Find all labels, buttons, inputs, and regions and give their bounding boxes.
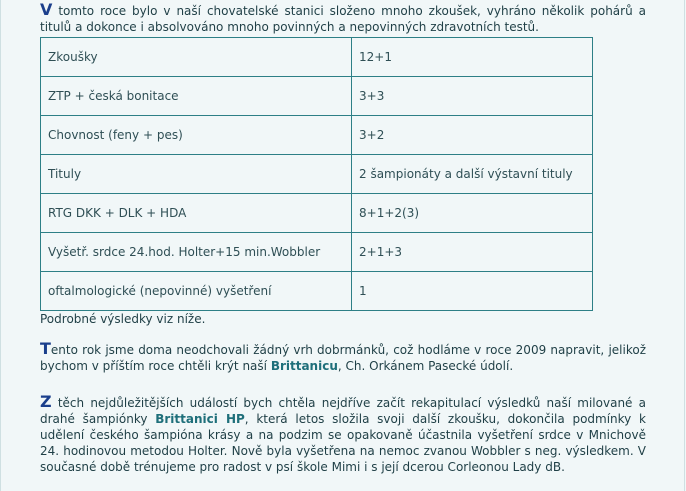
row-value: 3+3 [352, 77, 593, 116]
breeding-text-a: ento rok jsme doma neodchovali žádný vrh dobrmánků, což hodláme v roce 2009 napravit, jelikož bychom v příštím roce chtěli krýt naší [40, 343, 646, 373]
table-row [41, 155, 593, 194]
events-text-a: těch nejdůležitějších událostí bych chtěla nejdříve začít rekapitulací výsledků naší milované a drahé šampiónky [40, 396, 646, 426]
left-border [0, 0, 1, 491]
table-row [41, 194, 593, 233]
table-row [41, 233, 593, 272]
row-label: RTG DKK + DLK + HDA [41, 194, 352, 233]
events-paragraph [40, 394, 646, 475]
row-label: Vyšetř. srdce 24.hod. Holter+15 min.Wobbler [41, 233, 352, 272]
row-label: ZTP + česká bonitace [41, 77, 352, 116]
breeding-text-b: , Ch. Orkánem Pasecké údolí. [337, 359, 514, 373]
intro-paragraph [40, 2, 646, 35]
row-value: 3+2 [352, 116, 593, 155]
row-value: 1 [352, 272, 593, 311]
row-label: oftalmologické (nepovinné) vyšetření [41, 272, 352, 311]
details-note: Podrobné výsledky viz níže. [40, 312, 206, 326]
row-label: Tituly [41, 155, 352, 194]
dog-name-highlight: Brittanici HP [155, 412, 245, 426]
drop-cap: T [40, 339, 51, 358]
stats-table [40, 37, 593, 311]
events-text-b: , která letos složila svoji další zkoušku, dokončila podmínky k udělení českého šampióna krásy a na podzim se opakovaně účastnila vyšetření srdce v Mnichově 24. hodinovou metodou Holter. Nově byla vyšetřena na nemoc zvanou Wobbler s neg. výsledkem. V současné době trénujeme pro radost v psí škole Mimi i s její dcerou Corleonou Lady dB. [40, 412, 646, 474]
row-value: 2+1+3 [352, 233, 593, 272]
breeding-paragraph [40, 341, 646, 374]
row-label: Zkoušky [41, 38, 352, 77]
row-value: 12+1 [352, 38, 593, 77]
row-label: Chovnost (feny + pes) [41, 116, 352, 155]
article-content [40, 2, 646, 475]
dog-name-highlight: Brittanicu [270, 359, 338, 373]
row-value: 8+1+2(3) [352, 194, 593, 233]
right-border [684, 0, 685, 491]
table-row [41, 116, 593, 155]
row-value: 2 šampionáty a další výstavní tituly [352, 155, 593, 194]
table-row [41, 38, 593, 77]
drop-cap: Z [40, 392, 52, 411]
drop-cap: V [40, 0, 53, 19]
table-row [41, 272, 593, 311]
table-row [41, 77, 593, 116]
intro-text: tomto roce bylo v naší chovatelské stanici složeno mnoho zkoušek, vyhráno několik pohárů a titulů a dokonce i absolvováno mnoho povinných a nepovinných zdravotních testů. [40, 4, 646, 34]
